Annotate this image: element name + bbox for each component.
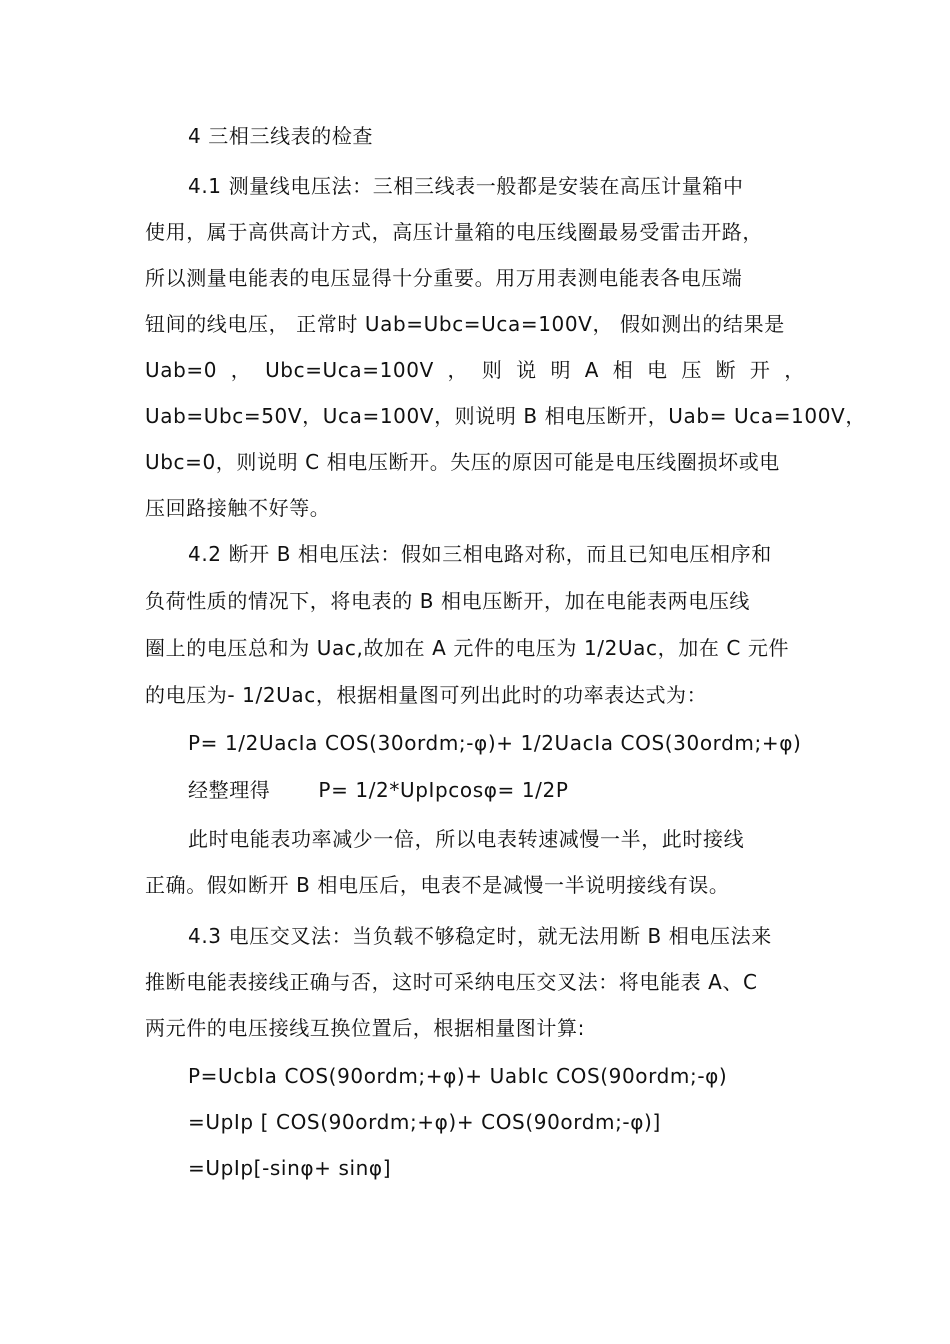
paragraph-4-3-line: 4.3 电压交叉法：当负载不够稳定时，就无法用断 B 相电压法来 — [188, 924, 772, 948]
paragraph-4-2-line: 的电压为- 1/2Uac，根据相量图可列出此时的功率表达式为： — [145, 683, 708, 707]
text-token: 开 — [749, 358, 771, 382]
formula-line: =UpIp [ COS(90ordm;+φ)+ COS(90ordm;-φ)] — [188, 1110, 661, 1134]
formula-line: P=UcbIa COS(90ordm;+φ)+ UabIc COS(90ordm;-φ) — [188, 1064, 728, 1088]
formula-label: 经整理得 — [188, 778, 271, 802]
text-token: 压 — [681, 358, 702, 382]
text-token: 断 — [715, 358, 737, 382]
paragraph-4-3-line: 推断电能表接线正确与否，这时可采纳电压交叉法：将电能表 A、C — [145, 970, 758, 994]
text-token: A — [584, 358, 600, 382]
text-token: 说 — [516, 358, 537, 382]
paragraph-4-2-line: 圈上的电压总和为 Uac,故加在 A 元件的电压为 1/2Uac，加在 C 元件 — [145, 636, 790, 660]
text-token: 电 — [647, 358, 668, 382]
formula-line — [188, 776, 569, 804]
paragraph-4-1-line: Uab=Ubc=50V，Uca=100V，则说明 B 相电压断开，Uab= Uca=100V， — [145, 404, 866, 428]
paragraph-4-2-line: 负荷性质的情况下，将电表的 B 相电压断开，加在电能表两电压线 — [145, 589, 751, 613]
section-heading: 4 三相三线表的检查 — [188, 124, 374, 148]
paragraph-4-2-line: 正确。假如断开 B 相电压后，电表不是减慢一半说明接线有误。 — [145, 873, 730, 897]
formula-line: P= 1/2UacIa COS(30ordm;-φ)+ 1/2UacIa COS(30ordm;+φ) — [188, 731, 802, 755]
text-token: 明 — [550, 358, 572, 382]
paragraph-4-1-justified-line — [145, 356, 805, 384]
paragraph-4-1-line: 4.1 测量线电压法：三相三线表一般都是安装在高压计量箱中 — [188, 174, 744, 198]
formula-expression: P= 1/2*UpIpcosφ= 1/2P — [318, 778, 569, 802]
paragraph-4-1-line: 钮间的线电压， 正常时 Uab=Ubc=Uca=100V， 假如测出的结果是 — [145, 312, 785, 336]
text-token: Uab=0 — [145, 358, 218, 382]
paragraph-4-3-line: 两元件的电压接线互换位置后，根据相量图计算: — [145, 1016, 585, 1040]
paragraph-4-1-line: 所以测量电能表的电压显得十分重要。用万用表测电能表各电压端 — [145, 266, 743, 290]
paragraph-4-2-line: 4.2 断开 B 相电压法：假如三相电路对称，而且已知电压相序和 — [188, 542, 772, 566]
text-token: ， — [784, 358, 805, 382]
paragraph-4-1-line: Ubc=0，则说明 C 相电压断开。失压的原因可能是电压线圈损坏或电 — [145, 450, 780, 474]
paragraph-4-1-line: 使用，属于高供高计方式，高压计量箱的电压线圈最易受雷击开路， — [145, 220, 763, 244]
text-token: 相 — [612, 358, 634, 382]
text-token: ， — [230, 358, 252, 382]
text-token: 则 — [481, 358, 503, 382]
formula-line: =UpIp[-sinφ+ sinφ] — [188, 1156, 392, 1180]
paragraph-4-2-line: 此时电能表功率减少一倍，所以电表转速减慢一半，此时接线 — [188, 827, 745, 851]
text-token: Ubc=Uca=100V — [265, 358, 434, 382]
text-token: ， — [447, 358, 469, 382]
paragraph-4-1-line: 压回路接触不好等。 — [145, 496, 331, 520]
